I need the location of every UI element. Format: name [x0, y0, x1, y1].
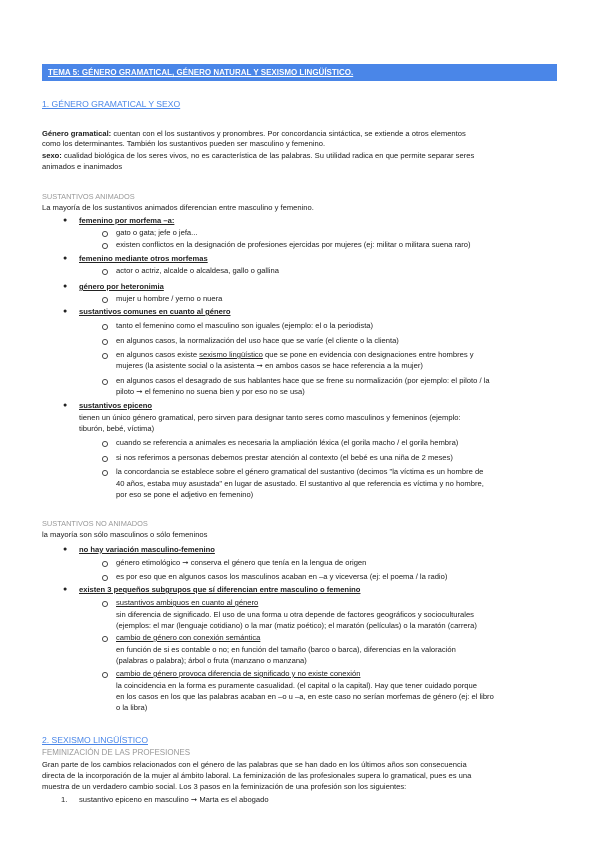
bullet-icon: ● [63, 546, 68, 553]
genero-gramatical-text: cuentan con el los sustantivos y pronombres. Por concordancia sintáctica, se extiende a otros elementos [111, 129, 466, 138]
subgroup-text: en los casos en los que las palabras acaban en –o u –a, en este caso no serían morfemas de género (ej: el libro [116, 692, 494, 701]
circle-bullet-icon [102, 636, 108, 642]
circle-bullet-icon [102, 470, 108, 476]
animados-intro: La mayoría de los sustantivos animados diferencian entre masculino y femenino. [42, 203, 314, 212]
subgroup-text: o la libra) [116, 703, 148, 712]
animados-heading: SUSTANTIVOS ANIMADOS [42, 192, 135, 201]
sexo-label: sexo: [42, 151, 62, 160]
paragraph-line: muestra de un verdadero cambio social. Los 3 pasos en la feminización de una profesión son los siguientes: [42, 782, 407, 791]
circle-bullet-icon [102, 243, 108, 249]
genero-gramatical-label: Género gramatical: [42, 129, 112, 138]
sexismo-term: sexismo lingüístico [199, 350, 263, 359]
list-item: es por eso que en algunos casos los masculinos acaban en –a y viceversa (ej: el poema / la radio) [116, 572, 448, 581]
section-2-subheading: FEMINIZACIÓN DE LAS PROFESIONES [42, 748, 191, 757]
genero-gramatical-line-1 [42, 129, 466, 139]
circle-bullet-icon [102, 601, 108, 607]
list-item: gato o gata; jefe o jefa... [116, 228, 198, 237]
circle-bullet-icon [102, 672, 108, 678]
bullet-icon: ● [63, 308, 68, 315]
bullet-subgrupos: existen 3 pequeños subgrupos que sí diferencian entre masculino o femenino [79, 585, 361, 594]
circle-bullet-icon [102, 441, 108, 447]
epiceno-text-1: tienen un único género gramatical, pero sirven para designar tanto seres como masculinos y femeninos (ejemplo: [79, 413, 461, 422]
bullet-icon: ● [63, 217, 68, 224]
bullet-heteronimia: género por heteronimia [79, 282, 164, 291]
list-item: sustantivo epiceno en masculino ➞ Marta es el abogado [79, 795, 269, 804]
list-item: en algunos casos, la normalización del uso hace que se varíe (el cliente o la clienta) [116, 336, 399, 345]
subgroup-text: sin diferencia de significado. El uso de una forma u otra depende de factores geográficos y socioculturales [116, 610, 474, 619]
circle-bullet-icon [102, 231, 108, 237]
circle-bullet-icon [102, 297, 108, 303]
list-item-continuation: por eso se pone el adjetivo en femenino) [116, 490, 254, 499]
subgroup-text: en función de si es contable o no; en función del tamaño (barco o barca), diferencias en la valoración [116, 645, 456, 654]
list-item-continuation: mujeres (la asistente social o la asistenta ➞ en ambos casos se hace referencia a la mujer) [116, 361, 423, 370]
list-item: la concordancia se establece sobre el género gramatical del sustantivo (decimos "la víctima es un hombre de [116, 467, 484, 476]
list-item: si nos referimos a personas debemos prestar atención al contexto (el bebé es una niña de 2 meses) [116, 453, 453, 462]
subgroup-conexion: cambio de género con conexión semántica [116, 633, 261, 642]
genero-gramatical-line-2: como los determinantes. También los sustantivos pueden ser masculino y femenino. [42, 139, 326, 148]
section-1-heading: 1. GÉNERO GRAMATICAL Y SEXO [42, 99, 181, 109]
paragraph-line: directa de la incorporación de la mujer al ámbito laboral. La feminización de las profesionales supera lo gramatical, pues es una [42, 771, 472, 780]
subgroup-ambiguos: sustantivos ambiguos en cuanto al género [116, 598, 259, 607]
epiceno-text-2: tiburón, bebé, víctima) [79, 424, 155, 433]
bullet-icon: ● [63, 586, 68, 593]
bullet-no-variacion: no hay variación masculino-femenino [79, 545, 215, 554]
list-item [116, 350, 474, 360]
circle-bullet-icon [102, 324, 108, 330]
bullet-comunes: sustantivos comunes en cuanto al género [79, 307, 231, 316]
bullet-icon: ● [63, 402, 68, 409]
sexo-text: cualidad biológica de los seres vivos, no es característica de las palabras. Su utilidad radica en que permite separar seres [61, 151, 475, 160]
no-animados-intro: la mayoría son sólo masculinos o sólo femeninos [42, 530, 208, 539]
list-item: actor o actriz, alcalde o alcaldesa, gallo o gallina [116, 266, 279, 275]
subgroup-text: (ejemplos: el mar (lenguaje cotidiano) o la mar (matiz poético); el maratón (películas) o la maratón (carrera) [116, 621, 477, 630]
list-number: 1. [61, 795, 68, 804]
circle-bullet-icon [102, 353, 108, 359]
subgroup-sin-conexion: cambio de género provoca diferencia de significado y no existe conexión [116, 669, 361, 678]
list-item-continuation: piloto ➞ el femenino no suena bien y por eso no se usa) [116, 387, 305, 396]
bullet-epiceno: sustantivos epiceno [79, 401, 153, 410]
title-banner [42, 64, 557, 81]
text-run: en algunos casos existe [116, 350, 200, 359]
text-run: que se pone en evidencia con designaciones entre hombres y [262, 350, 474, 359]
list-item: existen conflictos en la designación de profesiones ejercidas por mujeres (ej: militar o militara suena raro) [116, 240, 471, 249]
document-title: TEMA 5: GÉNERO GRAMATICAL, GÉNERO NATURAL Y SEXISMO LINGÜÍSTICO. [48, 68, 354, 77]
circle-bullet-icon [102, 575, 108, 581]
circle-bullet-icon [102, 269, 108, 275]
sexo-line-1 [42, 151, 474, 161]
list-item: cuando se referencia a animales es necesaria la ampliación léxica (el gorila macho / el gorila hembra) [116, 438, 459, 447]
list-item: tanto el femenino como el masculino son iguales (ejemplo: el o la periodista) [116, 321, 374, 330]
list-item: género etimológico ➞ conserva el género que tenía en la lengua de origen [116, 558, 367, 567]
bullet-femenino-morfema: femenino por morfema –a: [79, 216, 175, 225]
circle-bullet-icon [102, 561, 108, 567]
bullet-icon: ● [63, 283, 68, 290]
paragraph-line: Gran parte de los cambios relacionados con el género de las palabras que se han dado en los últimos años son consecuencia [42, 760, 467, 769]
sexo-line-2: animados e inanimados [42, 162, 123, 171]
circle-bullet-icon [102, 456, 108, 462]
list-item: mujer u hombre / yerno o nuera [116, 294, 223, 303]
bullet-icon: ● [63, 255, 68, 262]
subgroup-text: la coincidencia en la forma es puramente casualidad. (el capital o la capital). Hay que tener cuidado porque [116, 681, 477, 690]
circle-bullet-icon [102, 379, 108, 385]
bullet-femenino-otros: femenino mediante otros morfemas [79, 254, 208, 263]
list-item-continuation: 40 años, estaba muy asustada" en lugar de asustado. El sustantivo al que referencia es víctima y no hombre, [116, 479, 484, 488]
circle-bullet-icon [102, 339, 108, 345]
subgroup-text: (palabras o palabra); árbol o fruta (manzano o manzana) [116, 656, 307, 665]
section-2-heading: 2. SEXISMO LINGÜÍSTICO [42, 735, 149, 745]
list-item: en algunos casos el desagrado de sus hablantes hace que se frene su normalización (por ejemplo: el piloto / la [116, 376, 490, 385]
no-animados-heading: SUSTANTIVOS NO ANIMADOS [42, 519, 148, 528]
